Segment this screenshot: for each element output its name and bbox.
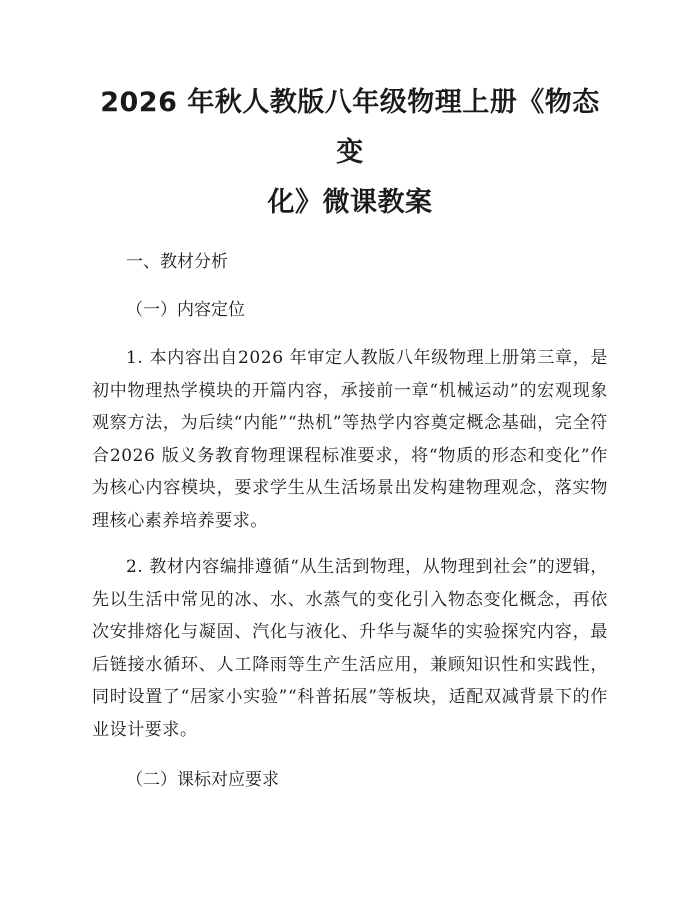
title-line-1: 2026 年秋人教版八年级物理上册《物态变 bbox=[100, 87, 600, 168]
paragraph-content-source: 1. 本内容出自2026 年审定人教版八年级物理上册第三章，是初中物理热学模块的开篇内容，承接前一章“机械运动”的宏观现象观察方法，为后续“内能”“热机”等热学内容奠定概念基础，完全符合2026 版义务教育物理课程标准要求，将“物质的形态和变化”作为核心内容模块，要求学生从生活场景出发构建物理观念，落实物理核心素养培养要求。 bbox=[92, 348, 608, 531]
section-heading-textbook-analysis: 一、教材分析 bbox=[126, 252, 228, 272]
paragraph-content-arrangement: 2. 教材内容编排遵循“从生活到物理，从物理到社会”的逻辑，先以生活中常见的冰、水、水蒸气的变化引入物态变化概念，再依次安排熔化与凝固、汽化与液化、升华与凝华的实验探究内容，最后链接水循环、人工降雨等生产生活应用，兼顾知识性和实践性，同时设置了“居家小实验”“科普拓展”等板块，适配双减背景下的作业设计要求。 bbox=[92, 557, 609, 740]
document-title bbox=[92, 78, 608, 228]
title-line-2: 化》微课教案 bbox=[267, 187, 433, 218]
subsection-heading-content-positioning: （一）内容定位 bbox=[126, 300, 245, 320]
subsection-heading-curriculum-requirements: （二）课标对应要求 bbox=[126, 770, 279, 790]
